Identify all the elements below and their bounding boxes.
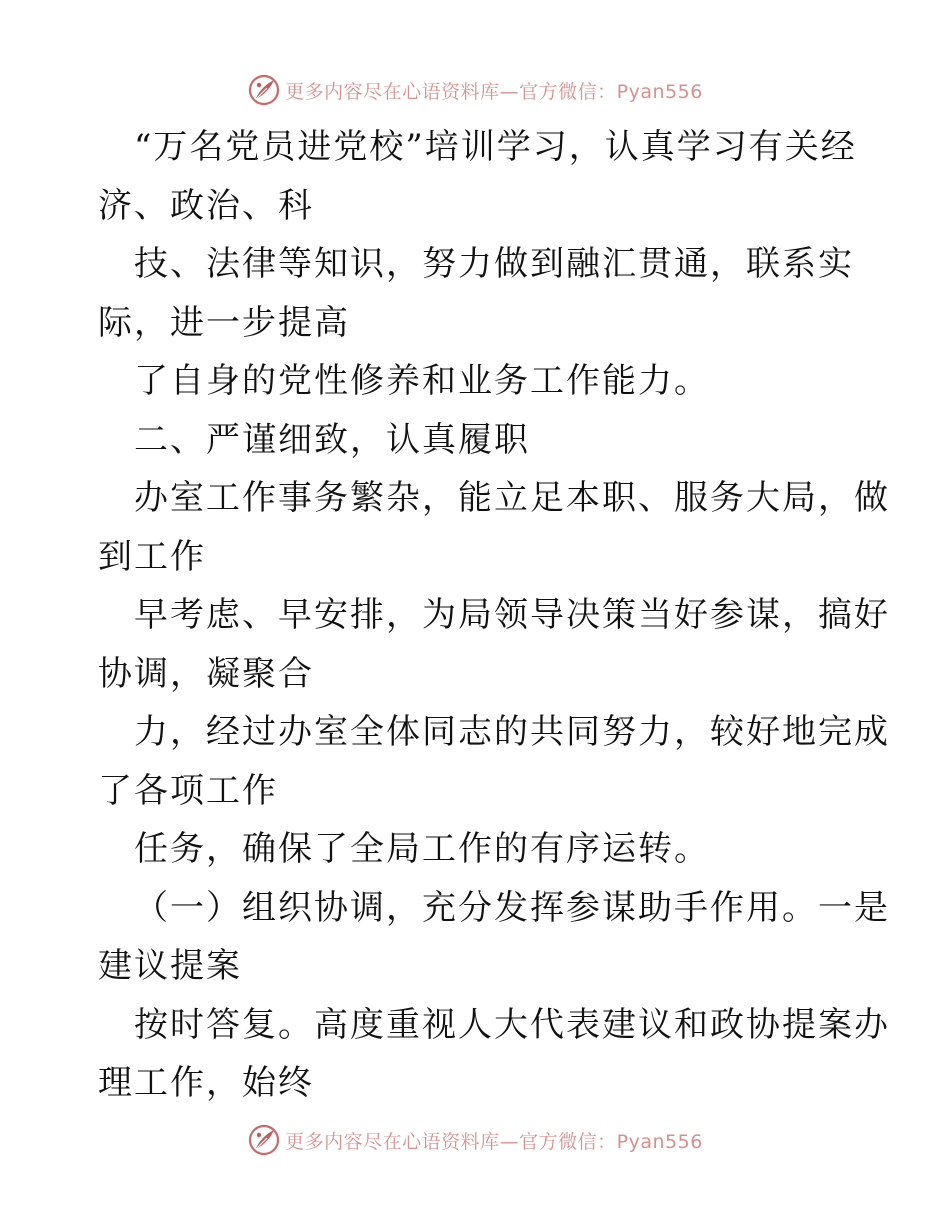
text-line: 际，进一步提高 [98, 302, 350, 343]
watermark-text: 更多内容尽在心语资料库—官方微信：Pyan556 [285, 1130, 703, 1153]
text-line: 办室工作事务繁杂，能立足本职、服务大局，做 [134, 478, 890, 518]
text-line: 建议提案 [98, 946, 242, 986]
watermark-footer [0, 1120, 950, 1160]
text-line: 技、法律等知识，努力做到融汇贯通，联系实 [134, 244, 854, 284]
watermark-header [0, 70, 950, 110]
text-line: 了自身的党性修养和业务工作能力。 [134, 361, 710, 401]
text-line: 任务，确保了全局工作的有序运转。 [134, 829, 710, 869]
document-body [98, 118, 890, 1113]
text-line: 按时答复。高度重视人大代表建议和政协提案办 [134, 1004, 890, 1045]
text-line: “万名党员进党校”培训学习，认真学习有关经 [134, 127, 857, 167]
text-line: 理工作，始终 [98, 1063, 314, 1103]
feather-quill-logo-icon [247, 73, 281, 107]
text-line: 济、政治、科 [98, 185, 314, 226]
text-line: 协调，凝聚合 [98, 653, 314, 694]
text-line: 到工作 [98, 536, 206, 577]
text-line: 二、严谨细致，认真履职 [134, 419, 530, 460]
feather-quill-logo-icon [247, 1123, 281, 1157]
text-line: （一）组织协调，充分发挥参谋助手作用。一是 [134, 887, 890, 928]
watermark-text: 更多内容尽在心语资料库—官方微信：Pyan556 [285, 80, 703, 103]
text-line: 了各项工作 [98, 770, 278, 811]
text-line: 力，经过办室全体同志的共同努力，较好地完成 [134, 712, 890, 752]
text-line: 早考虑、早安排，为局领导决策当好参谋，搞好 [134, 595, 890, 635]
